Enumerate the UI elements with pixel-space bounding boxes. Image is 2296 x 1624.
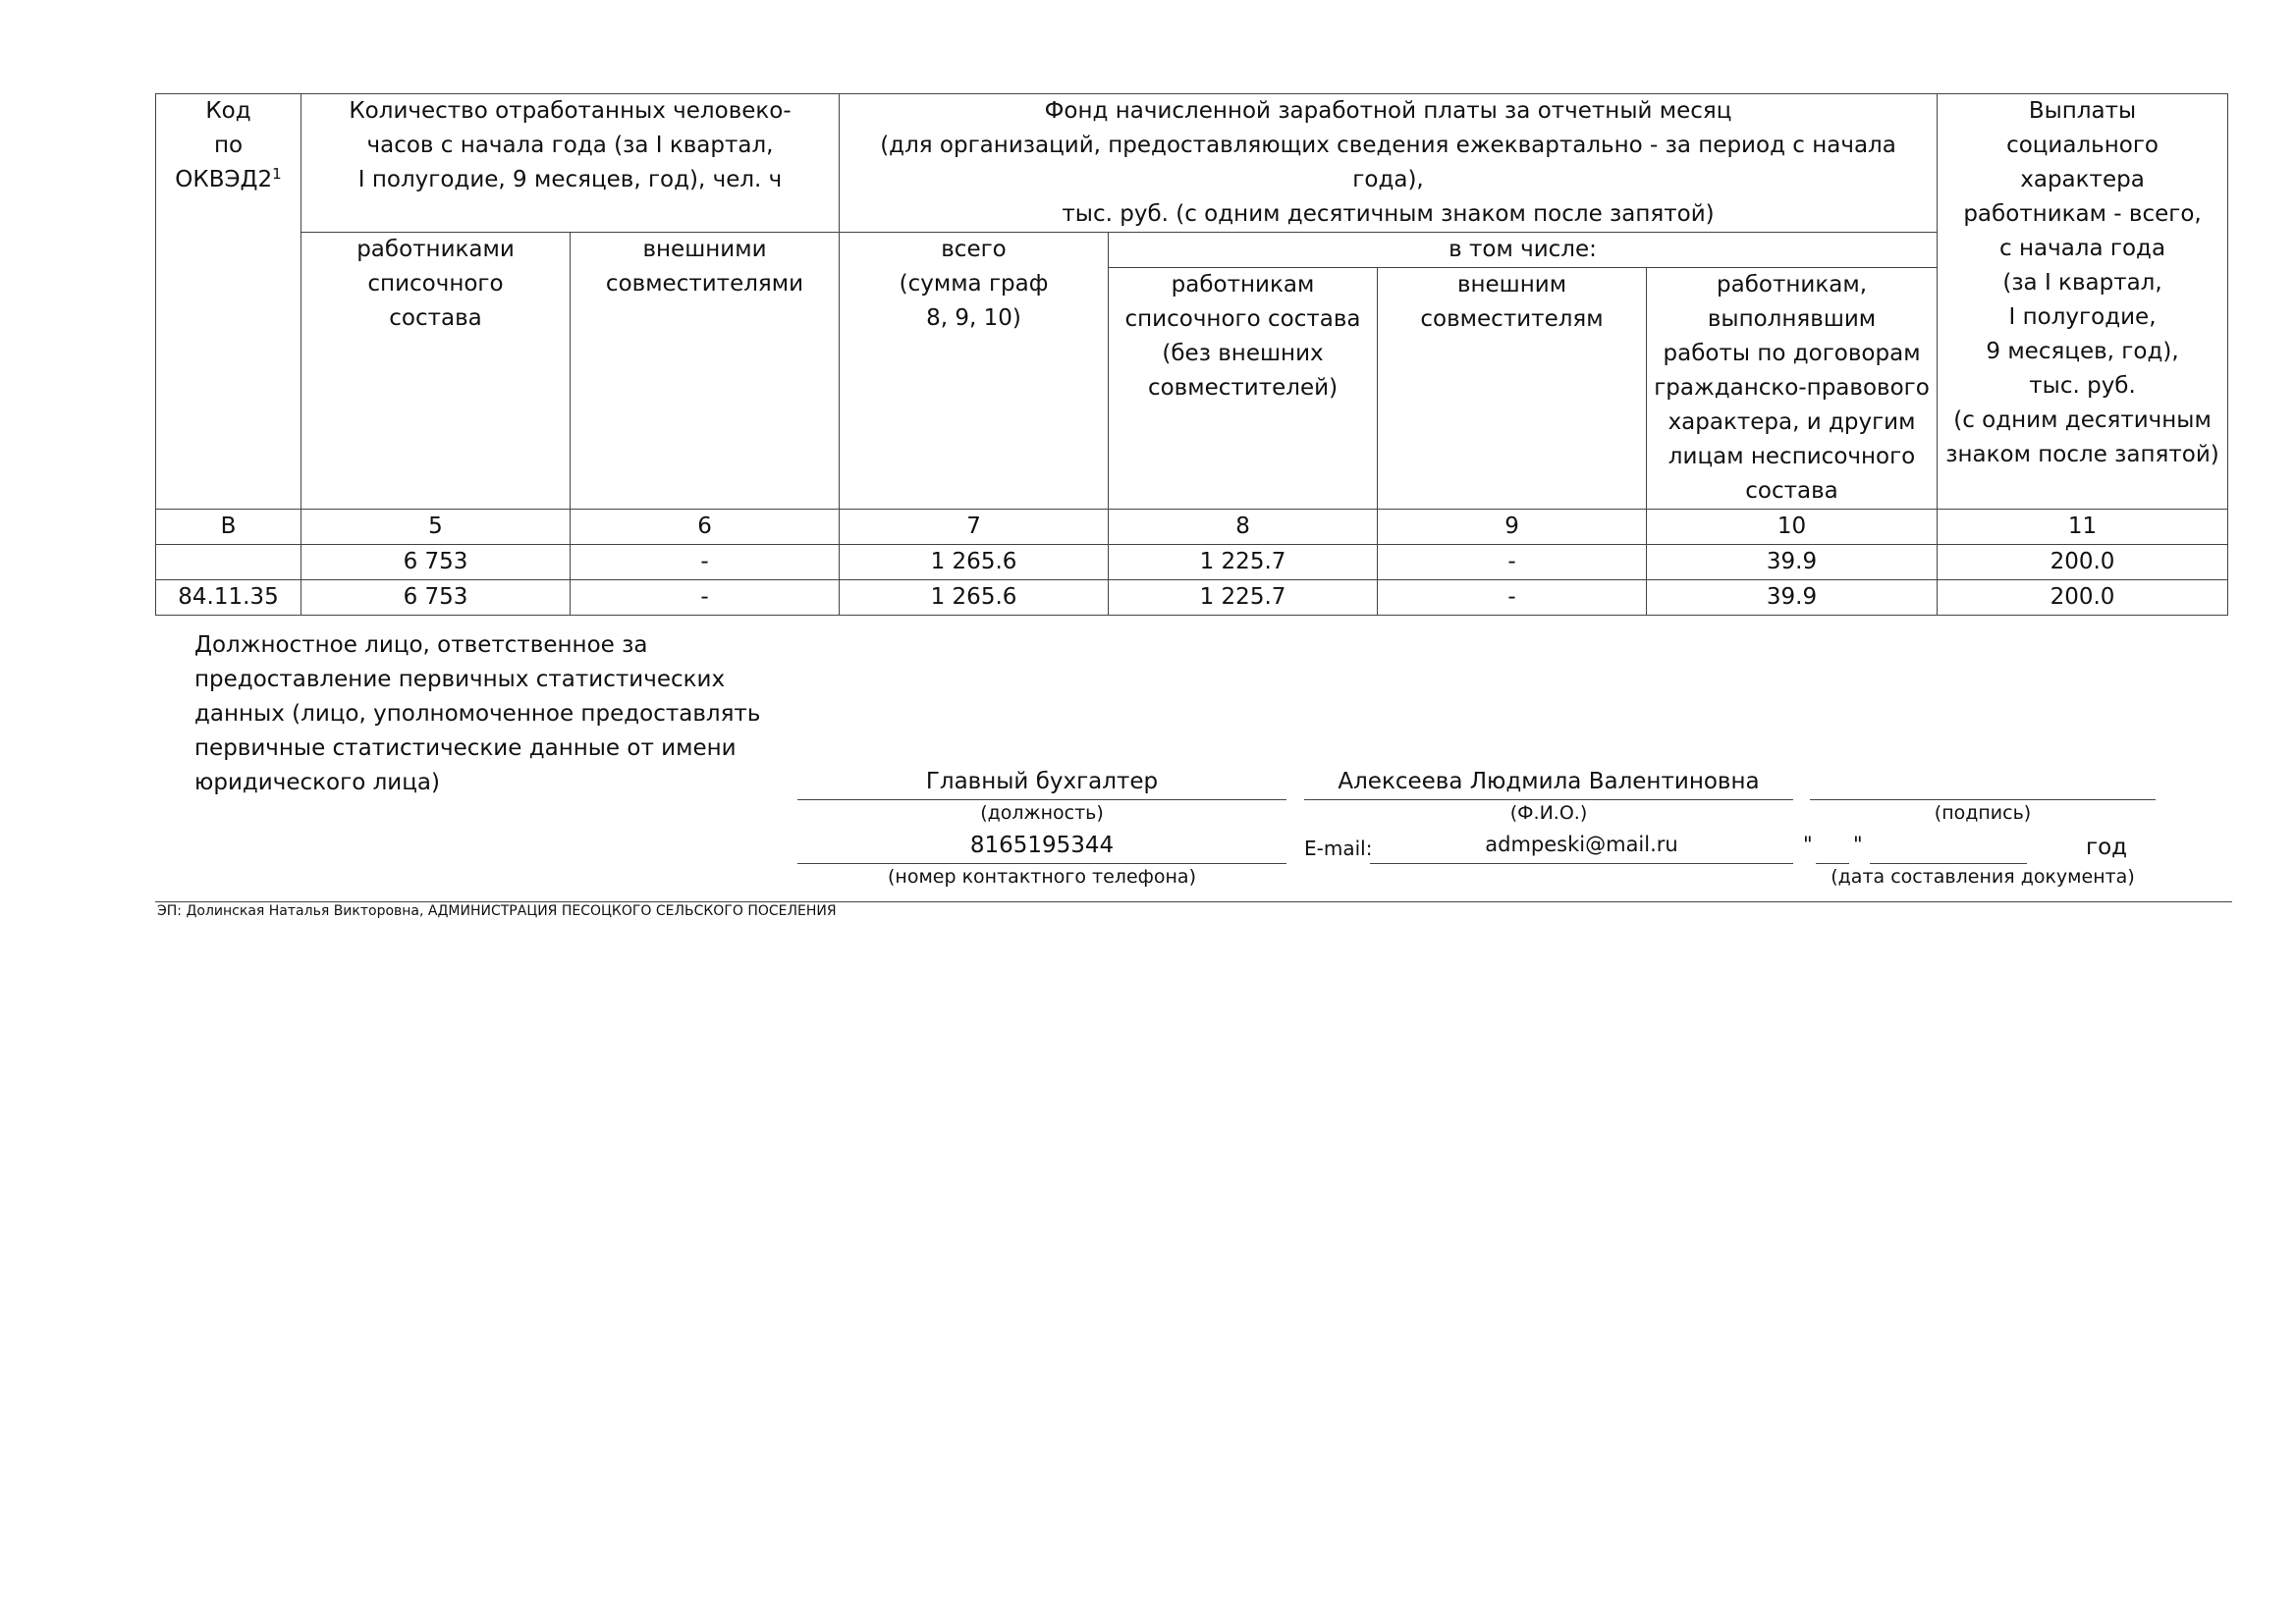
hours-worked-header	[301, 94, 840, 233]
table-row-okved	[156, 580, 2228, 616]
date-caption: (дата составления документа)	[1831, 866, 2135, 888]
table-cell: -	[1378, 580, 1647, 616]
phone-underline	[797, 863, 1286, 864]
phone-caption: (номер контактного телефона)	[888, 866, 1196, 888]
date-month-underline	[1870, 863, 2027, 864]
fund-total-header	[840, 233, 1109, 510]
table-cell: 1 265.6	[840, 545, 1109, 580]
table-cell: 200.0	[1938, 580, 2228, 616]
header-line: работникам - всего,	[1963, 201, 2202, 227]
table-cell: 6 753	[301, 580, 571, 616]
column-number: 10	[1647, 510, 1938, 545]
year-word: год	[2086, 835, 2128, 860]
label-line: Должностное лицо, ответственное за	[194, 632, 648, 658]
position-value: Главный бухгалтер	[925, 769, 1159, 794]
header-line: социального характера	[2006, 133, 2159, 192]
header-line: характера, и другим	[1667, 409, 1916, 435]
position-underline	[797, 799, 1286, 800]
okved-code-header-line: Код	[205, 98, 251, 124]
table-cell: 200.0	[1938, 545, 2228, 580]
header-line: I полугодие, 9 месяцев, год), чел. ч	[357, 167, 783, 192]
header-line: Выплаты	[2028, 98, 2137, 124]
label-line: предоставление первичных статистических	[194, 667, 726, 692]
header-line: выполнявшим	[1707, 306, 1877, 332]
header-line: списочного	[367, 271, 504, 297]
header-line: (за I квартал,	[2002, 270, 2162, 296]
including-header: в том числе:	[1109, 233, 1938, 268]
header-line: внешним	[1456, 272, 1567, 298]
header-line: совместителей)	[1147, 375, 1339, 401]
header-line: лицам несписочного	[1667, 444, 1916, 469]
position-caption: (должность)	[980, 802, 1104, 824]
column-number: 8	[1109, 510, 1378, 545]
column-numbers-row	[156, 510, 2228, 545]
fio-value: Алексеева Людмила Валентиновна	[1338, 769, 1760, 794]
header-line: тыс. руб. (с одним десятичным знаком после запятой)	[1062, 201, 1715, 227]
header-line: работниками	[356, 237, 515, 262]
header-line: (без внешних	[1162, 341, 1324, 366]
header-line: с начала года	[1999, 236, 2166, 261]
email-label: E-mail:	[1304, 837, 1373, 860]
column-number: 6	[571, 510, 840, 545]
header-line: списочного состава	[1124, 306, 1361, 332]
header-line: (сумма граф	[899, 271, 1049, 297]
date-quote-close: "	[1853, 833, 1863, 856]
header-row-2	[156, 233, 2228, 268]
okved-code-header	[156, 94, 301, 510]
header-line: тыс. руб.	[2029, 373, 2136, 399]
fio-caption: (Ф.И.О.)	[1509, 802, 1588, 824]
table-cell: -	[1378, 545, 1647, 580]
column-number: В	[156, 510, 301, 545]
email-underline	[1370, 863, 1793, 864]
date-day-underline	[1816, 863, 1849, 864]
header-line: гражданско-правового	[1654, 375, 1930, 401]
header-line: Количество отработанных человеко-	[349, 98, 792, 124]
table-cell: 84.11.35	[156, 580, 301, 616]
phone-value: 8165195344	[969, 833, 1115, 858]
table-cell	[156, 545, 301, 580]
table-cell: 1 225.7	[1109, 580, 1378, 616]
header-line: знаком после запятой)	[1945, 442, 2219, 467]
header-line: Фонд начисленной заработной платы за отчетный месяц	[1044, 98, 1732, 124]
table-cell: 39.9	[1647, 580, 1938, 616]
header-line: внешними	[642, 237, 767, 262]
fund-contract-header	[1647, 268, 1938, 510]
fund-external-header	[1378, 268, 1647, 510]
header-line: 8, 9, 10)	[926, 305, 1021, 331]
header-line: 9 месяцев, год),	[1986, 339, 2179, 364]
fund-staff-header	[1109, 268, 1378, 510]
column-number: 11	[1938, 510, 2228, 545]
header-line: работникам	[1171, 272, 1315, 298]
header-line: часов с начала года (за I квартал,	[366, 133, 774, 158]
fio-underline	[1304, 799, 1793, 800]
table-cell: 6 753	[301, 545, 571, 580]
okved-code-header-line	[160, 129, 297, 197]
header-line: (для организаций, предоставляющих сведения ежеквартально - за период с начала года),	[880, 133, 1896, 192]
wage-fund-header	[840, 94, 1938, 233]
social-payments-header	[1938, 94, 2228, 510]
table-cell: -	[571, 580, 840, 616]
column-number: 5	[301, 510, 571, 545]
email-value: admpeski@mail.ru	[1485, 833, 1678, 856]
header-line: всего	[941, 237, 1007, 262]
signature-caption: (подпись)	[1934, 802, 2032, 824]
label-line: данных (лицо, уполномоченное предоставлять	[194, 701, 761, 727]
table-cell: -	[571, 545, 840, 580]
wage-fund-table	[155, 93, 2228, 616]
table-cell: 39.9	[1647, 545, 1938, 580]
responsible-person-label	[194, 628, 761, 800]
footnote-mark: 1	[272, 165, 282, 183]
label-line: первичные статистические данные от имени	[194, 735, 737, 761]
header-line: I полугодие,	[2008, 304, 2157, 330]
label-line: юридического лица)	[194, 770, 440, 795]
okved-code-header-text: по ОКВЭД2	[175, 133, 273, 192]
header-line: (с одним десятичным	[1953, 407, 2212, 433]
header-row-1	[156, 94, 2228, 233]
hours-staff-header	[301, 233, 571, 510]
column-number: 9	[1378, 510, 1647, 545]
hours-external-header	[571, 233, 840, 510]
header-line: совместителями	[605, 271, 804, 297]
header-line: состава	[1745, 478, 1838, 504]
table-row-total	[156, 545, 2228, 580]
header-line: совместителям	[1420, 306, 1604, 332]
header-line: работникам,	[1717, 272, 1868, 298]
table-cell: 1 265.6	[840, 580, 1109, 616]
table-cell: 1 225.7	[1109, 545, 1378, 580]
header-line: состава	[389, 305, 482, 331]
electronic-signature-note: ЭП: Долинская Наталья Викторовна, АДМИНИСТРАЦИЯ ПЕСОЦКОГО СЕЛЬСКОГО ПОСЕЛЕНИЯ	[157, 903, 837, 919]
signature-underline	[1810, 799, 2156, 800]
date-quote-open: "	[1803, 833, 1813, 856]
header-line: работы по договорам	[1663, 341, 1921, 366]
column-number: 7	[840, 510, 1109, 545]
